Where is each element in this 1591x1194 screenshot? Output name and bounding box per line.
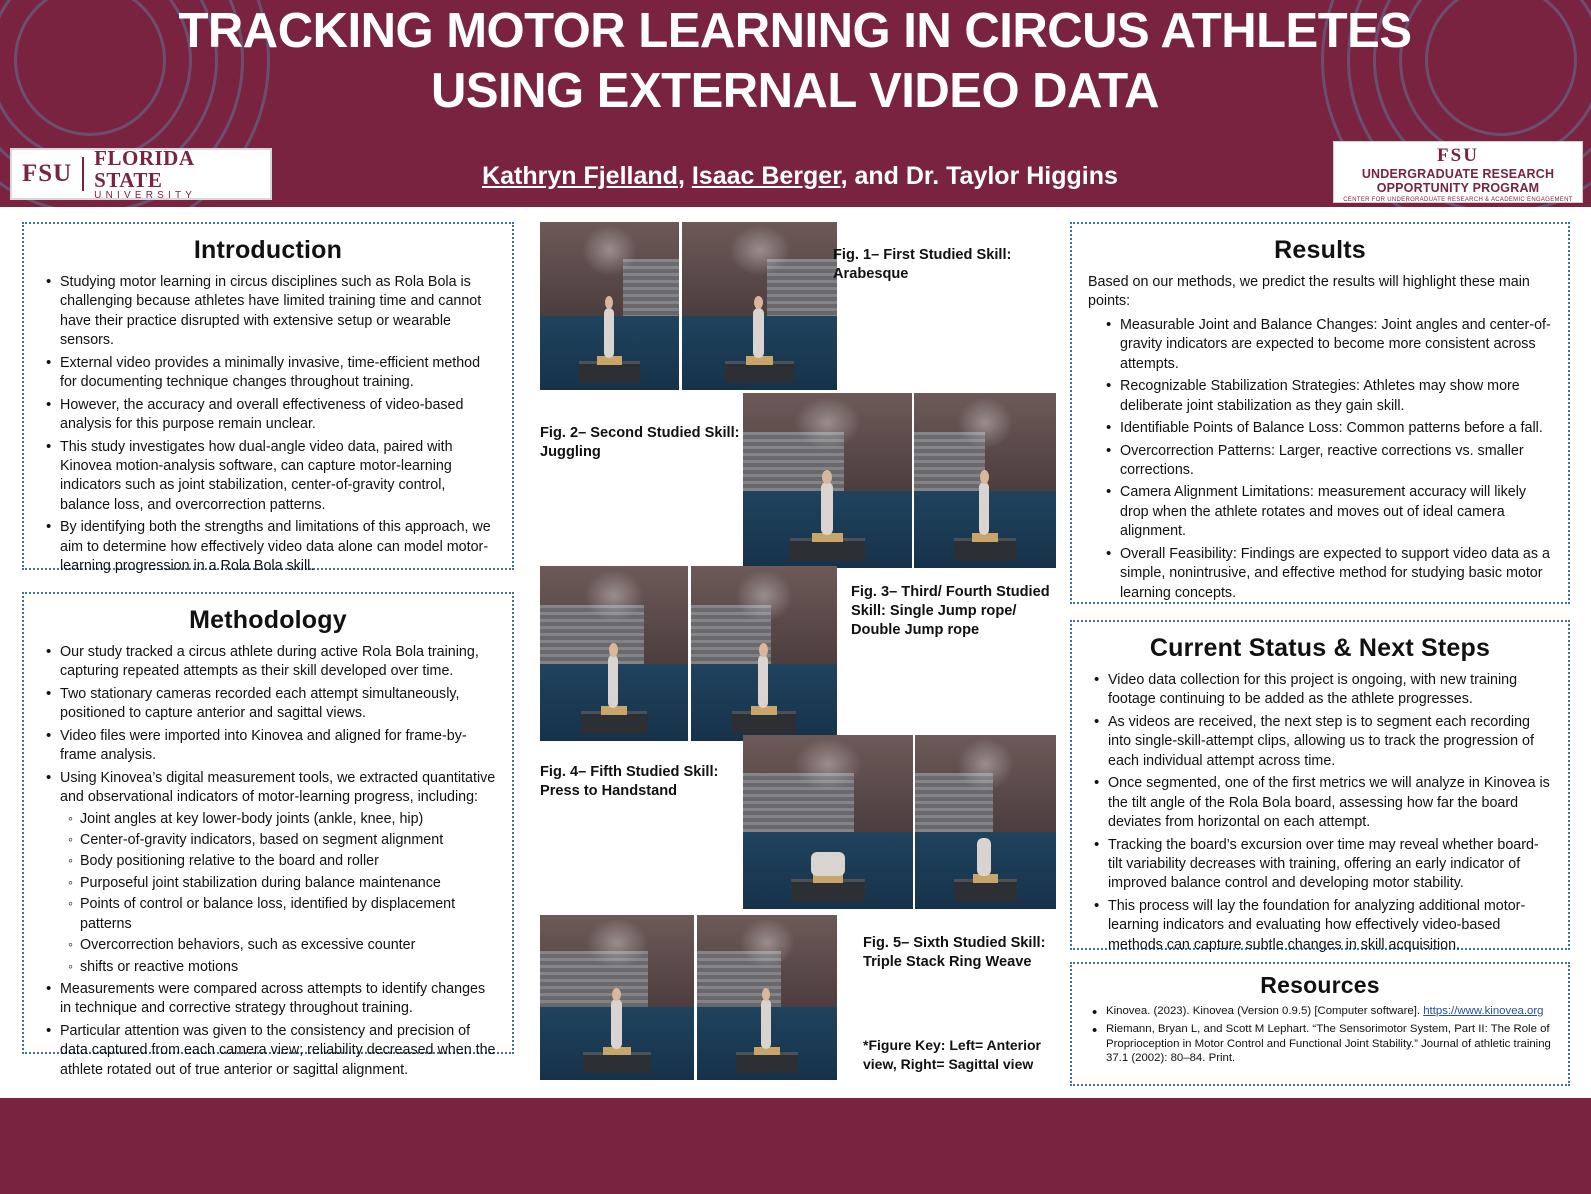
list-item: ◦ Body positioning relative to the board and roller bbox=[80, 852, 496, 871]
figure-4-photo-anterior bbox=[743, 735, 913, 909]
fsu-logo-divider bbox=[82, 157, 84, 191]
list-item: • Particular attention was given to the consistency and precision of data captured from each camera view; reliability decreased when the athlete rotated out of true anterior or sagittal alignment. bbox=[58, 1022, 496, 1080]
author-name-3: , and Dr. Taylor Higgins bbox=[840, 162, 1118, 190]
figure-4-caption: Fig. 4– Fifth Studied Skill: Press to Handstand bbox=[540, 764, 719, 799]
list-item: • Video files were imported into Kinovea and aligned for frame-by-frame analysis. bbox=[58, 727, 496, 766]
list-item: • Measurable Joint and Balance Changes: Joint angles and center-of-gravity indicators are expected to become more consistent across attempts. bbox=[1118, 316, 1552, 374]
list-item: ◦ Joint angles at key lower-body joints (ankle, knee, hip) bbox=[80, 810, 496, 829]
list-item: • Our study tracked a circus athlete during active Rola Bola training, capturing repeated attempts as their skill developed over time. bbox=[58, 643, 496, 682]
fsu-logo bbox=[10, 145, 272, 201]
methodology-list bbox=[40, 643, 496, 1080]
list-item: • External video provides a minimally invasive, time-efficient method for documenting technique changes throughout training. bbox=[58, 354, 496, 393]
list-item: • However, the accuracy and overall effectiveness of video-based analysis for this purpose remain unclear. bbox=[58, 396, 496, 435]
introduction-list bbox=[40, 273, 496, 577]
urop-logo-line3: CENTER FOR UNDERGRADUATE RESEARCH & ACADEMIC ENGAGEMENT bbox=[1343, 197, 1573, 203]
figure-1-photo-sagittal bbox=[682, 222, 837, 390]
footer-bar bbox=[0, 1098, 1591, 1194]
figure-5-photo-sagittal bbox=[697, 915, 837, 1080]
introduction-heading: Introduction bbox=[193, 236, 343, 264]
list-item: • Camera Alignment Limitations: measurement accuracy will likely drop when the athlete rotates and moves out of ideal camera alignment. bbox=[1118, 483, 1552, 541]
author-separator: , bbox=[677, 162, 692, 190]
author-name-2: Isaac Berger bbox=[691, 162, 841, 190]
figure-5-caption: Fig. 5– Sixth Studied Skill: Triple Stack Ring Weave bbox=[863, 935, 1046, 970]
current-status-list bbox=[1088, 671, 1552, 955]
list-item: ◦ shifts or reactive motions bbox=[80, 958, 496, 977]
figure-key: *Figure Key: Left= Anterior view, Right= Sagittal view bbox=[863, 1037, 1042, 1072]
results-intro-text: Based on our methods, we predict the results will highlight these main points: bbox=[1088, 274, 1530, 310]
list-item bbox=[1104, 1022, 1554, 1066]
fsu-logo-line1: FLORIDA STATE bbox=[94, 145, 194, 192]
fsu-logo-name bbox=[94, 147, 260, 202]
introduction-panel bbox=[22, 222, 514, 575]
figure-2-caption: Fig. 2– Second Studied Skill: Juggling bbox=[540, 425, 740, 460]
figure-2-photo-sagittal bbox=[914, 393, 1056, 568]
resource-citation-text: Riemann, Bryan L, and Scott M Lephart. “The Sensorimotor System, Part II: The Role of Proprioception in Motor Control and Functional Joint Stability.” Journal of athletic training 37.1 (2002): 80–84. Print. bbox=[1106, 1022, 1551, 1065]
author-name-1: Kathryn Fjelland bbox=[482, 162, 678, 190]
author-list bbox=[300, 162, 1300, 191]
list-item: ◦ Center-of-gravity indicators, based on segment alignment bbox=[80, 831, 496, 850]
list-item bbox=[1104, 1004, 1554, 1019]
list-item: ◦ Points of control or balance loss, identified by displacement patterns bbox=[80, 895, 496, 934]
resource-citation-text: Kinovea. (2023). Kinovea (Version 0.9.5) [Computer software]. bbox=[1106, 1005, 1424, 1017]
figure-4-photo-sagittal bbox=[915, 735, 1056, 909]
fsu-logo-line2: UNIVERSITY bbox=[94, 189, 197, 201]
list-item: ◦ Purposeful joint stabilization during balance maintenance bbox=[80, 874, 496, 893]
urop-logo-line2: UNDERGRADUATE RESEARCH OPPORTUNITY PROGRAM bbox=[1361, 167, 1555, 195]
poster-header bbox=[0, 0, 1591, 207]
list-item: • Video data collection for this project is ongoing, with new training footage continuing to be added as the athlete progresses. bbox=[1106, 671, 1552, 710]
figure-5-photo-anterior bbox=[540, 915, 694, 1080]
list-item: • Once segmented, one of the first metrics we will analyze in Kinovea is the tilt angle of the Rola Bola board, assessing how far the board deviates from horizontal on each attempt. bbox=[1106, 774, 1552, 832]
resources-heading: Resources bbox=[1260, 972, 1380, 998]
methodology-panel bbox=[22, 592, 514, 1078]
list-item: ◦ Overcorrection behaviors, such as excessive counter bbox=[80, 936, 496, 955]
list-item: • Two stationary cameras recorded each attempt simultaneously, positioned to capture anterior and sagittal views. bbox=[58, 685, 496, 724]
current-status-heading: Current Status & Next Steps bbox=[1149, 634, 1491, 662]
resources-list bbox=[1086, 1004, 1554, 1066]
list-item: • Recognizable Stabilization Strategies: Athletes may show more deliberate joint stabilization as they gain skill. bbox=[1118, 377, 1552, 416]
figure-1-caption: Fig. 1– First Studied Skill: Arabesque bbox=[833, 247, 1012, 282]
kinovea-lead-text: Using Kinovea’s digital measurement tools, we extracted quantitative and observational indicators of motor-learning progress, including: bbox=[60, 769, 496, 806]
list-item: • Measurements were compared across attempts to identify changes in technique and corrective strategy throughout training. bbox=[58, 980, 496, 1019]
figure-2-photo-anterior bbox=[743, 393, 912, 568]
list-item: • Identifiable Points of Balance Loss: Common patterns before a fall. bbox=[1118, 419, 1552, 438]
figure-3-photo-sagittal bbox=[691, 566, 837, 741]
list-item: • This process will lay the foundation for analyzing additional motor-learning indicators and evaluating how effectively video-based methods can capture subtle changes in skill acquisition. bbox=[1106, 897, 1552, 955]
results-panel bbox=[1070, 222, 1570, 604]
results-list bbox=[1088, 316, 1552, 603]
figure-3-caption: Fig. 3– Third/ Fourth Studied Skill: Single Jump rope/ Double Jump rope bbox=[851, 584, 1050, 638]
methodology-heading: Methodology bbox=[189, 606, 347, 634]
current-status-panel bbox=[1070, 620, 1570, 953]
list-item: • Tracking the board’s excursion over time may reveal whether board-tilt variability decreases with training, offering an early indicator of improved balance control and developing motor stability. bbox=[1106, 836, 1552, 894]
fsu-logo-mark: FSU bbox=[22, 160, 73, 187]
page-title: TRACKING MOTOR LEARNING IN CIRCUS ATHLETES USING EXTERNAL VIDEO DATA bbox=[178, 4, 1412, 118]
list-item: • As videos are received, the next step is to segment each recording into single-skill-attempt clips, allowing us to track the progression of each individual attempt across time. bbox=[1106, 713, 1552, 771]
list-item: • This study investigates how dual-angle video data, paired with Kinovea motion-analysis software, can capture motor-learning indicators such as joint stabilization, center-of-gravity control, balance loss, and overcorrection patterns. bbox=[58, 438, 496, 516]
kinovea-sublist bbox=[60, 810, 496, 978]
urop-logo-line1: FSU bbox=[1437, 145, 1479, 166]
list-item bbox=[58, 769, 496, 977]
list-item: • Overcorrection Patterns: Larger, reactive corrections vs. smaller corrections. bbox=[1118, 442, 1552, 481]
urop-logo bbox=[1333, 141, 1583, 203]
list-item: • By identifying both the strengths and limitations of this approach, we aim to determine how effectively video data alone can model motor-learning progression in a Rola Bola skill. bbox=[58, 518, 496, 576]
list-item: • Overall Feasibility: Findings are expected to support video data as a simple, nonintrusive, and effective method for studying basic motor learning concepts. bbox=[1118, 545, 1552, 603]
figure-1-photo-anterior bbox=[540, 222, 679, 390]
figure-3-photo-anterior bbox=[540, 566, 688, 741]
figures-column bbox=[528, 218, 1068, 1088]
list-item: • Studying motor learning in circus disciplines such as Rola Bola is challenging because athletes have limited training time and cannot have their practice disrupted with extensive setup or wearable sensors. bbox=[58, 273, 496, 351]
kinovea-link[interactable]: https://www.kinovea.org bbox=[1423, 1005, 1544, 1017]
resources-panel bbox=[1070, 962, 1570, 1086]
results-heading: Results bbox=[1274, 236, 1366, 264]
